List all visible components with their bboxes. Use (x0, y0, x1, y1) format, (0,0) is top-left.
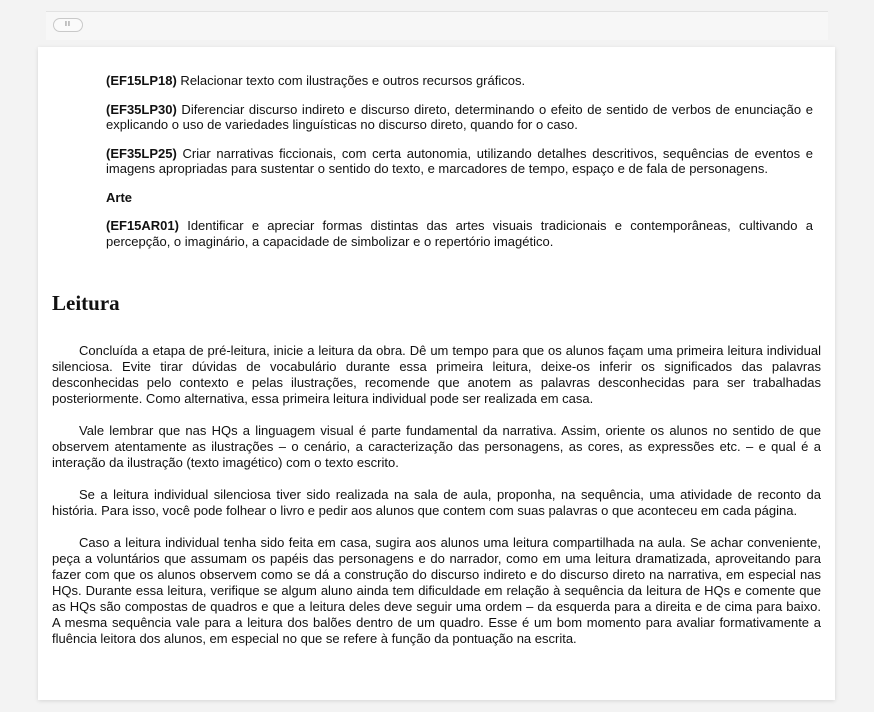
skill-item (106, 102, 813, 133)
paragraph: Concluída a etapa de pré-leitura, inicie a leitura da obra. Dê um tempo para que os alunos façam uma primeira leitura individual silenciosa. Evite tirar dúvidas de vocabulário durante essa primeira leitura, deixe-os inferir os significados das palavras desconhecidas pelo contexto e pelas ilustrações, recomende que anotem as palavras desconhecidas para ser trabalhadas posteriormente. Como alternativa, essa primeira leitura individual pode ser realizada em casa. (52, 343, 821, 406)
document-page (38, 47, 835, 700)
skill-item (106, 218, 813, 249)
skill-text: Identificar e apreciar formas distintas das artes visuais tradicionais e contemporâneas, cultivando a percepção, o imaginário, a capacidade de simbolizar e o repertório imagético. (106, 218, 813, 249)
skill-item (106, 146, 813, 177)
skill-text: Criar narrativas ficcionais, com certa autonomia, utilizando detalhes descritivos, sequências de eventos e imagens apropriadas para sustentar o sentido do texto, e marcadores de tempo, espaço e de fala de personagens. (106, 145, 813, 176)
skill-code: (EF15LP18) (106, 73, 177, 88)
skill-text: Diferenciar discurso indireto e discurso direto, determinando o efeito de sentido de verbos de enunciação e explicando o uso de variedades linguísticas no discurso direto, quando for o caso. (106, 101, 813, 132)
pause-button[interactable]: II (53, 18, 83, 32)
section-body (52, 343, 821, 663)
paragraph: Vale lembrar que nas HQs a linguagem visual é parte fundamental da narrativa. Assim, oriente os alunos no sentido de que observem atentamente as ilustrações – o cenário, a caracterização das personagens, as cores, as expressões etc. – e qual é a interação da ilustração (texto imagético) com o texto escrito. (52, 423, 821, 470)
skill-code: (EF15AR01) (106, 218, 179, 233)
paragraph: Caso a leitura individual tenha sido feita em casa, sugira aos alunos uma leitura compartilhada na aula. Se achar conveniente, peça a voluntários que assumam os papéis das personagens e do narrador, como em uma leitura dramatizada, aproveitando para fazer com que os alunos observem como se dá a construção do discurso indireto e do discurso direto na narrativa, em especial nas HQs. Durante essa leitura, verifique se algum aluno ainda tem dificuldade em relação à sequência da leitura de HQs e comente que as HQs são compostas de quadros e que a leitura deles deve seguir uma ordem – da esquerda para a direita e de cima para baixo. A mesma sequência vale para a leitura dos balões dentro de um quadro. Esse é um bom momento para avaliar formativamente a fluência leitora dos alunos, em especial no que se refere à função da pontuação na escrita. (52, 535, 821, 646)
skill-code: (EF35LP25) (106, 145, 177, 161)
document-toolbar (46, 11, 828, 40)
skill-text: Relacionar texto com ilustrações e outros recursos gráficos. (176, 73, 526, 88)
paragraph: Se a leitura individual silenciosa tiver sido realizada na sala de aula, proponha, na sequência, uma atividade de reconto da história. Para isso, você pode folhear o livro e pedir aos alunos que contem com suas palavras o que aconteceu em cada página. (52, 487, 821, 518)
skill-code: (EF35LP30) (106, 101, 177, 117)
skills-list (106, 73, 813, 262)
section-title: Leitura (52, 291, 120, 315)
skill-item (106, 73, 813, 89)
arte-heading: Arte (106, 189, 133, 205)
